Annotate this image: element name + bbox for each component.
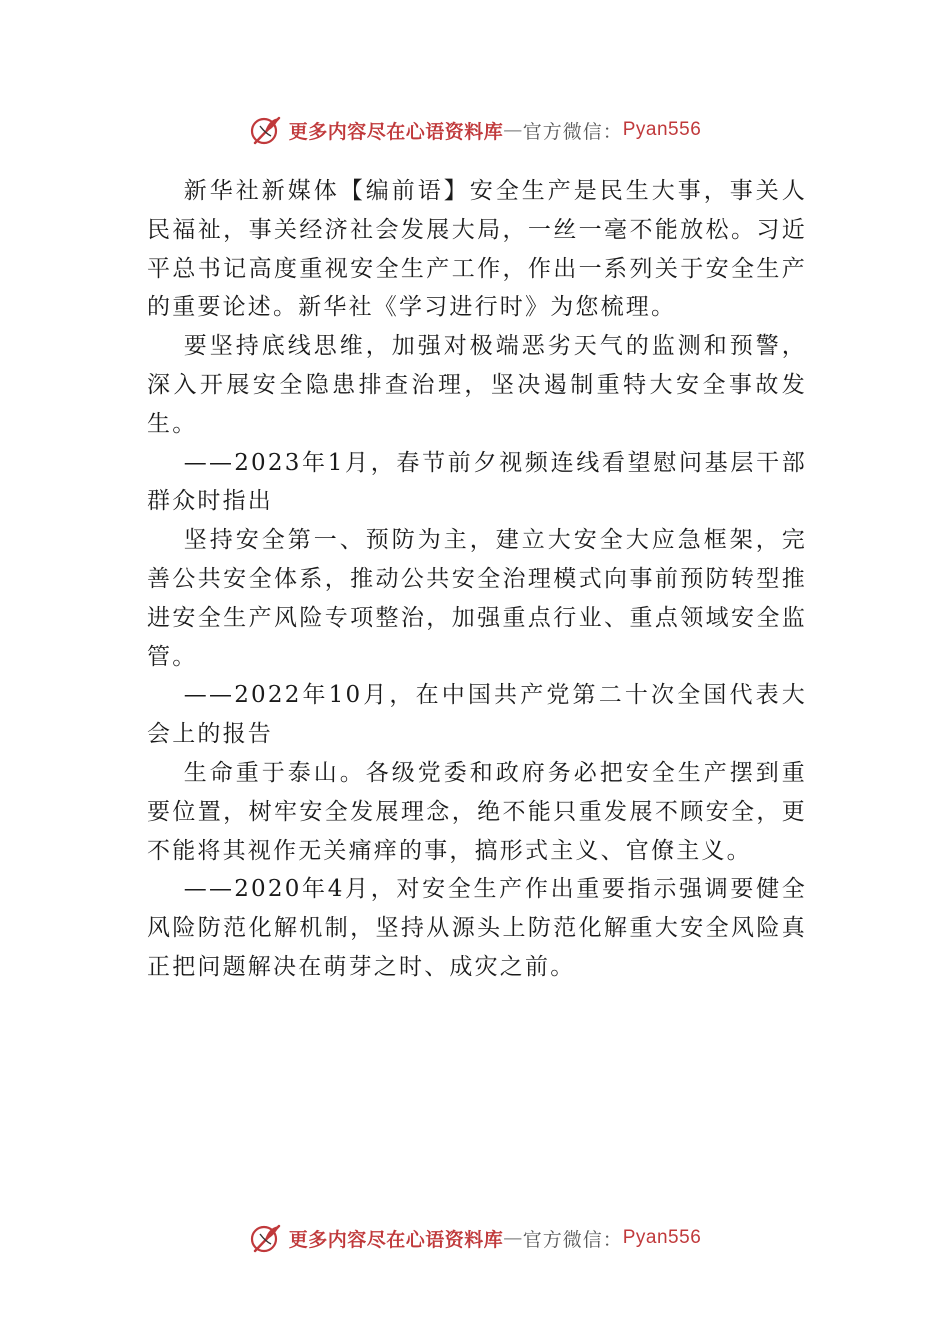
- banner-wechat-id: Pyan556: [622, 1227, 702, 1248]
- paragraph-editor-note: 新华社新媒体【编前语】安全生产是民生大事，事关人民福祉，事关经济社会发展大局，一丝一毫不能放松。习近平总书记高度重视安全生产工作，作出一系列关于安全生产的重要论述。新华社《学习进行时》为您梳理。: [147, 178, 807, 321]
- banner-library-text: 更多内容尽在心语资料库: [288, 120, 504, 143]
- header-banner: [0, 110, 950, 150]
- paragraph-source-2: ——2022年10月，在中国共产党第二十次全国代表大会上的报告: [147, 682, 807, 748]
- footer-banner: [0, 1218, 950, 1258]
- paragraph-quote-2: 坚持安全第一、预防为主，建立大安全大应急框架，完善公共安全体系，推动公共安全治理模式向事前预防转型推进安全生产风险专项整治，加强重点行业、重点领域安全监管。: [147, 527, 807, 670]
- paragraph-quote-1: 要坚持底线思维，加强对极端恶劣天气的监测和预警，深入开展安全隐患排查治理，坚决遏制重特大安全事故发生。: [147, 333, 807, 437]
- article-body: [147, 172, 807, 987]
- banner-dash: —: [503, 1227, 523, 1249]
- paragraph-quote-3: 生命重于泰山。各级党委和政府务必把安全生产摆到重要位置，树牢安全发展理念，绝不能只重发展不顾安全，更不能将其视作无关痛痒的事，搞形式主义、官僚主义。: [147, 759, 807, 864]
- banner-wechat-id: Pyan556: [622, 119, 702, 140]
- quill-logo-icon: [249, 1221, 283, 1255]
- banner-wechat-label: 官方微信：: [522, 1228, 623, 1251]
- paragraph-source-1: ——2023年1月，春节前夕视频连线看望慰问基层干部群众时指出: [147, 449, 807, 515]
- banner-dash: —: [503, 119, 523, 141]
- paragraph-source-3: ——2020年4月，对安全生产作出重要指示强调要健全风险防范化解机制，坚持从源头上防范化解重大安全风险真正把问题解决在萌芽之时、成灾之前。: [147, 876, 807, 980]
- banner-wechat-label: 官方微信：: [522, 120, 623, 143]
- banner-library-text: 更多内容尽在心语资料库: [288, 1228, 504, 1251]
- quill-logo-icon: [249, 113, 283, 147]
